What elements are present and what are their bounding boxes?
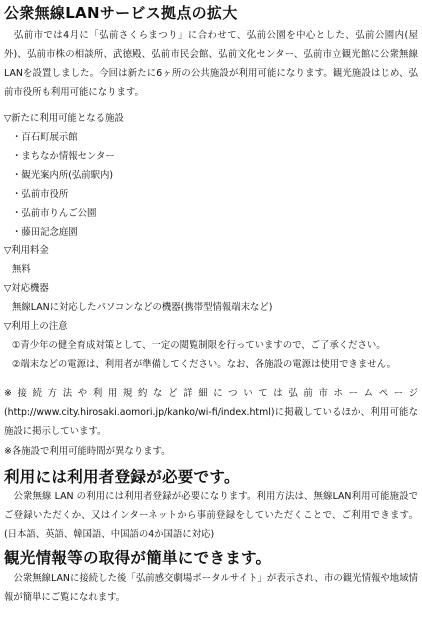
registration-paragraph: 公衆無線 LAN の利用には利用者登録が必要になります。利用方法は、無線LAN利用可能施設でご登録いただくか、又はインターネットから事前登録をしていただくことで、ご利用できます。(日本語、英語、韓国語、中国語の4か国語に対応) [4,491,418,540]
hours-note: ※各施設で利用可能時間が異なります。 [4,446,171,457]
fee-value: 無料 [12,264,31,275]
section-heading-wifi-expansion: 公衆無線LANサービス拠点の拡大 [4,4,238,22]
section-heading-tourism: 観光情報等の取得が簡単にできます。 [4,549,272,567]
facility-item: ・観光案内所(弘前駅内) [12,170,114,181]
section-heading-registration: 利用には利用者登録が必要です。 [4,468,240,486]
connection-info-paragraph: ※接続方法や利用規約など詳細については弘前市ホームページ(http://www.city.hirosaki.aomori.jp/kanko/wi-fi/index.html)に掲載しているほか、利用可能な施設に掲示しています。 [4,388,418,437]
facility-item: ・まちなか情報センター [12,151,115,162]
notes-title: ▽利用上の注意 [4,321,68,332]
note-item: ②端末などの電源は、利用者が準備してください。なお、各施設の電源は使用できません。 [12,359,396,370]
facility-item: ・弘前市役所 [12,189,69,200]
facility-item: ・百石町展示館 [12,132,78,143]
devices-value: 無線LANに対応したパソコンなどの機器(携帯型情報端末など) [12,302,273,313]
tourism-paragraph: 公衆無線LANに接続した後「弘前感交劇場ポータルサイト」が表示され、市の観光情報や地域情報が簡単にご覧になれます。 [4,573,418,603]
devices-title: ▽対応機器 [4,283,49,294]
facilities-title: ▽新たに利用可能となる施設 [4,113,124,124]
facility-item: ・藤田記念庭園 [12,227,78,238]
facility-item: ・弘前市りんご公園 [12,208,97,219]
note-item: ①青少年の健全育成対策として、一定の閲覧制限を行っていますので、ご了承ください。 [12,340,386,351]
fee-title: ▽利用料金 [4,245,49,256]
intro-paragraph: 弘前市では4月に「弘前さくらまつり」に合わせて、弘前公園を中心とした、弘前公園内(屋外)、弘前市株の相談所、武徳殿、弘前市民会館、弘前文化センター、弘前市立観光館に公衆無線LANを設置しました。今回は新たに6ヶ所の公共施設が利用可能になります。観光施設はじめ、弘前市役所も利用可能になります。 [4,30,418,98]
